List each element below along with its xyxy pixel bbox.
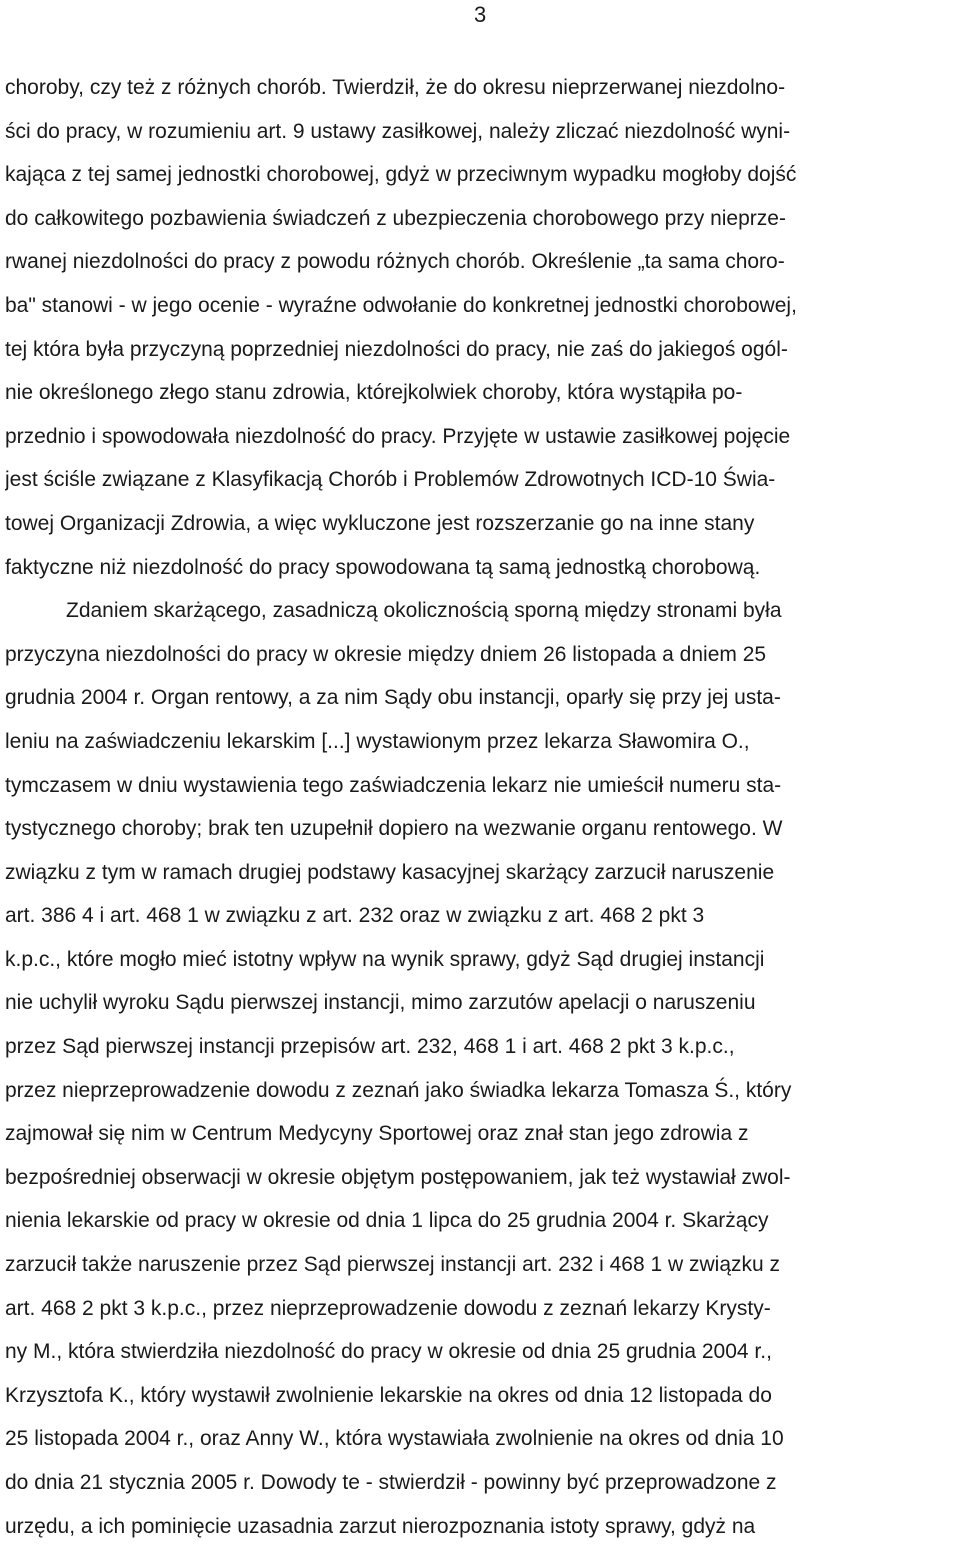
- text-line: ny M., która stwierdziła niezdolność do pracy w okresie od dnia 25 grudnia 2004 r.,: [5, 1340, 772, 1364]
- text-line: przyczyna niezdolności do pracy w okresie między dniem 26 listopada a dniem 25: [5, 642, 767, 666]
- text-line: przez nieprzeprowadzenie dowodu z zeznań jako świadka lekarza Tomasza Ś., który: [5, 1078, 792, 1102]
- text-line: nie uchylił wyroku Sądu pierwszej instancji, mimo zarzutów apelacji o naruszeniu: [5, 991, 756, 1015]
- text-line: do całkowitego pozbawienia świadczeń z ubezpieczenia chorobowego przy nieprze-: [5, 206, 786, 230]
- text-line: związku z tym w ramach drugiej podstawy kasacyjnej skarżący zarzucił naruszenie: [5, 860, 775, 884]
- text-line: tej która była przyczyną poprzedniej niezdolności do pracy, nie zaś do jakiegoś ogól-: [5, 337, 788, 361]
- text-line: bezpośredniej obserwacji w okresie objętym postępowaniem, jak też wystawiał zwol-: [5, 1165, 791, 1189]
- text-line: nie określonego złego stanu zdrowia, którejkolwiek choroby, która wystąpiła po-: [5, 381, 743, 405]
- text-line: 25 listopada 2004 r., oraz Anny W., która wystawiała zwolnienie na okres od dnia 10: [5, 1427, 784, 1451]
- text-line: k.p.c., które mogło mieć istotny wpływ na wynik sprawy, gdyż Sąd drugiej instancji: [5, 947, 765, 971]
- text-line: kająca z tej samej jednostki chorobowej, gdyż w przeciwnym wypadku mogłoby dojść: [5, 163, 797, 187]
- text-line: zajmował się nim w Centrum Medycyny Sportowej oraz znał stan jego zdrowia z: [5, 1122, 749, 1146]
- text-line: przednio i spowodowała niezdolność do pracy. Przyjęte w ustawie zasiłkowej pojęcie: [5, 424, 791, 448]
- text-line: leniu na zaświadczeniu lekarskim [...] wystawionym przez lekarza Sławomira O.,: [5, 729, 750, 753]
- text-line: faktyczne niż niezdolność do pracy spowodowana tą samą jednostką chorobową.: [5, 555, 761, 579]
- text-line: do dnia 21 stycznia 2005 r. Dowody te - stwierdził - powinny być przeprowadzone z: [5, 1471, 777, 1494]
- page-number: 3: [474, 2, 487, 27]
- text-line: tymczasem w dniu wystawienia tego zaświadczenia lekarz nie umieścił numeru sta-: [5, 773, 782, 797]
- text-line: zarzucił także naruszenie przez Sąd pierwszej instancji art. 232 i 468 1 w związku z: [5, 1253, 781, 1277]
- text-line: Krzysztofa K., który wystawił zwolnienie lekarskie na okres od dnia 12 listopada do: [5, 1383, 772, 1407]
- text-line: choroby, czy też z różnych chorób. Twierdził, że do okresu nieprzerwanej niezdolno-: [5, 76, 786, 99]
- text-line: tystycznego choroby; brak ten uzupełnił dopiero na wezwanie organu rentowego. W: [5, 817, 783, 841]
- text-line: jest ściśle związane z Klasyfikacją Chorób i Problemów Zdrowotnych ICD-10 Świa-: [5, 468, 776, 492]
- text-line: grudnia 2004 r. Organ rentowy, a za nim Sądy obu instancji, oparły się przy jej usta-: [5, 686, 781, 710]
- text-line: nienia lekarskie od pracy w okresie od dnia 1 lipca do 25 grudnia 2004 r. Skarżący: [5, 1209, 769, 1233]
- text-line: art. 386 4 i art. 468 1 w związku z art. 232 oraz w związku z art. 468 2 pkt 3: [5, 904, 705, 928]
- text-line: ba" stanowi - w jego ocenie - wyraźne odwołanie do konkretnej jednostki chorobowej,: [5, 293, 797, 317]
- paragraph-start-line: Zdaniem skarżącego, zasadniczą okolicznością sporną między stronami była: [66, 599, 782, 623]
- text-line: towej Organizacji Zdrowia, a więc wykluczone jest rozszerzanie go na inne stany: [5, 511, 755, 535]
- text-line: urzędu, a ich pominięcie uzasadnia zarzut nierozpoznania istoty sprawy, gdyż na: [5, 1514, 756, 1538]
- document-body: [5, 66, 960, 1548]
- text-line: ści do pracy, w rozumieniu art. 9 ustawy zasiłkowej, należy zliczać niezdolność wyni-: [5, 119, 791, 143]
- text-line: przez Sąd pierwszej instancji przepisów art. 232, 468 1 i art. 468 2 pkt 3 k.p.c.,: [5, 1035, 735, 1059]
- text-line: rwanej niezdolności do pracy z powodu różnych chorób. Określenie „ta sama choro-: [5, 250, 785, 274]
- text-line: art. 468 2 pkt 3 k.p.c., przez nieprzeprowadzenie dowodu z zeznań lekarzy Krysty-: [5, 1296, 771, 1320]
